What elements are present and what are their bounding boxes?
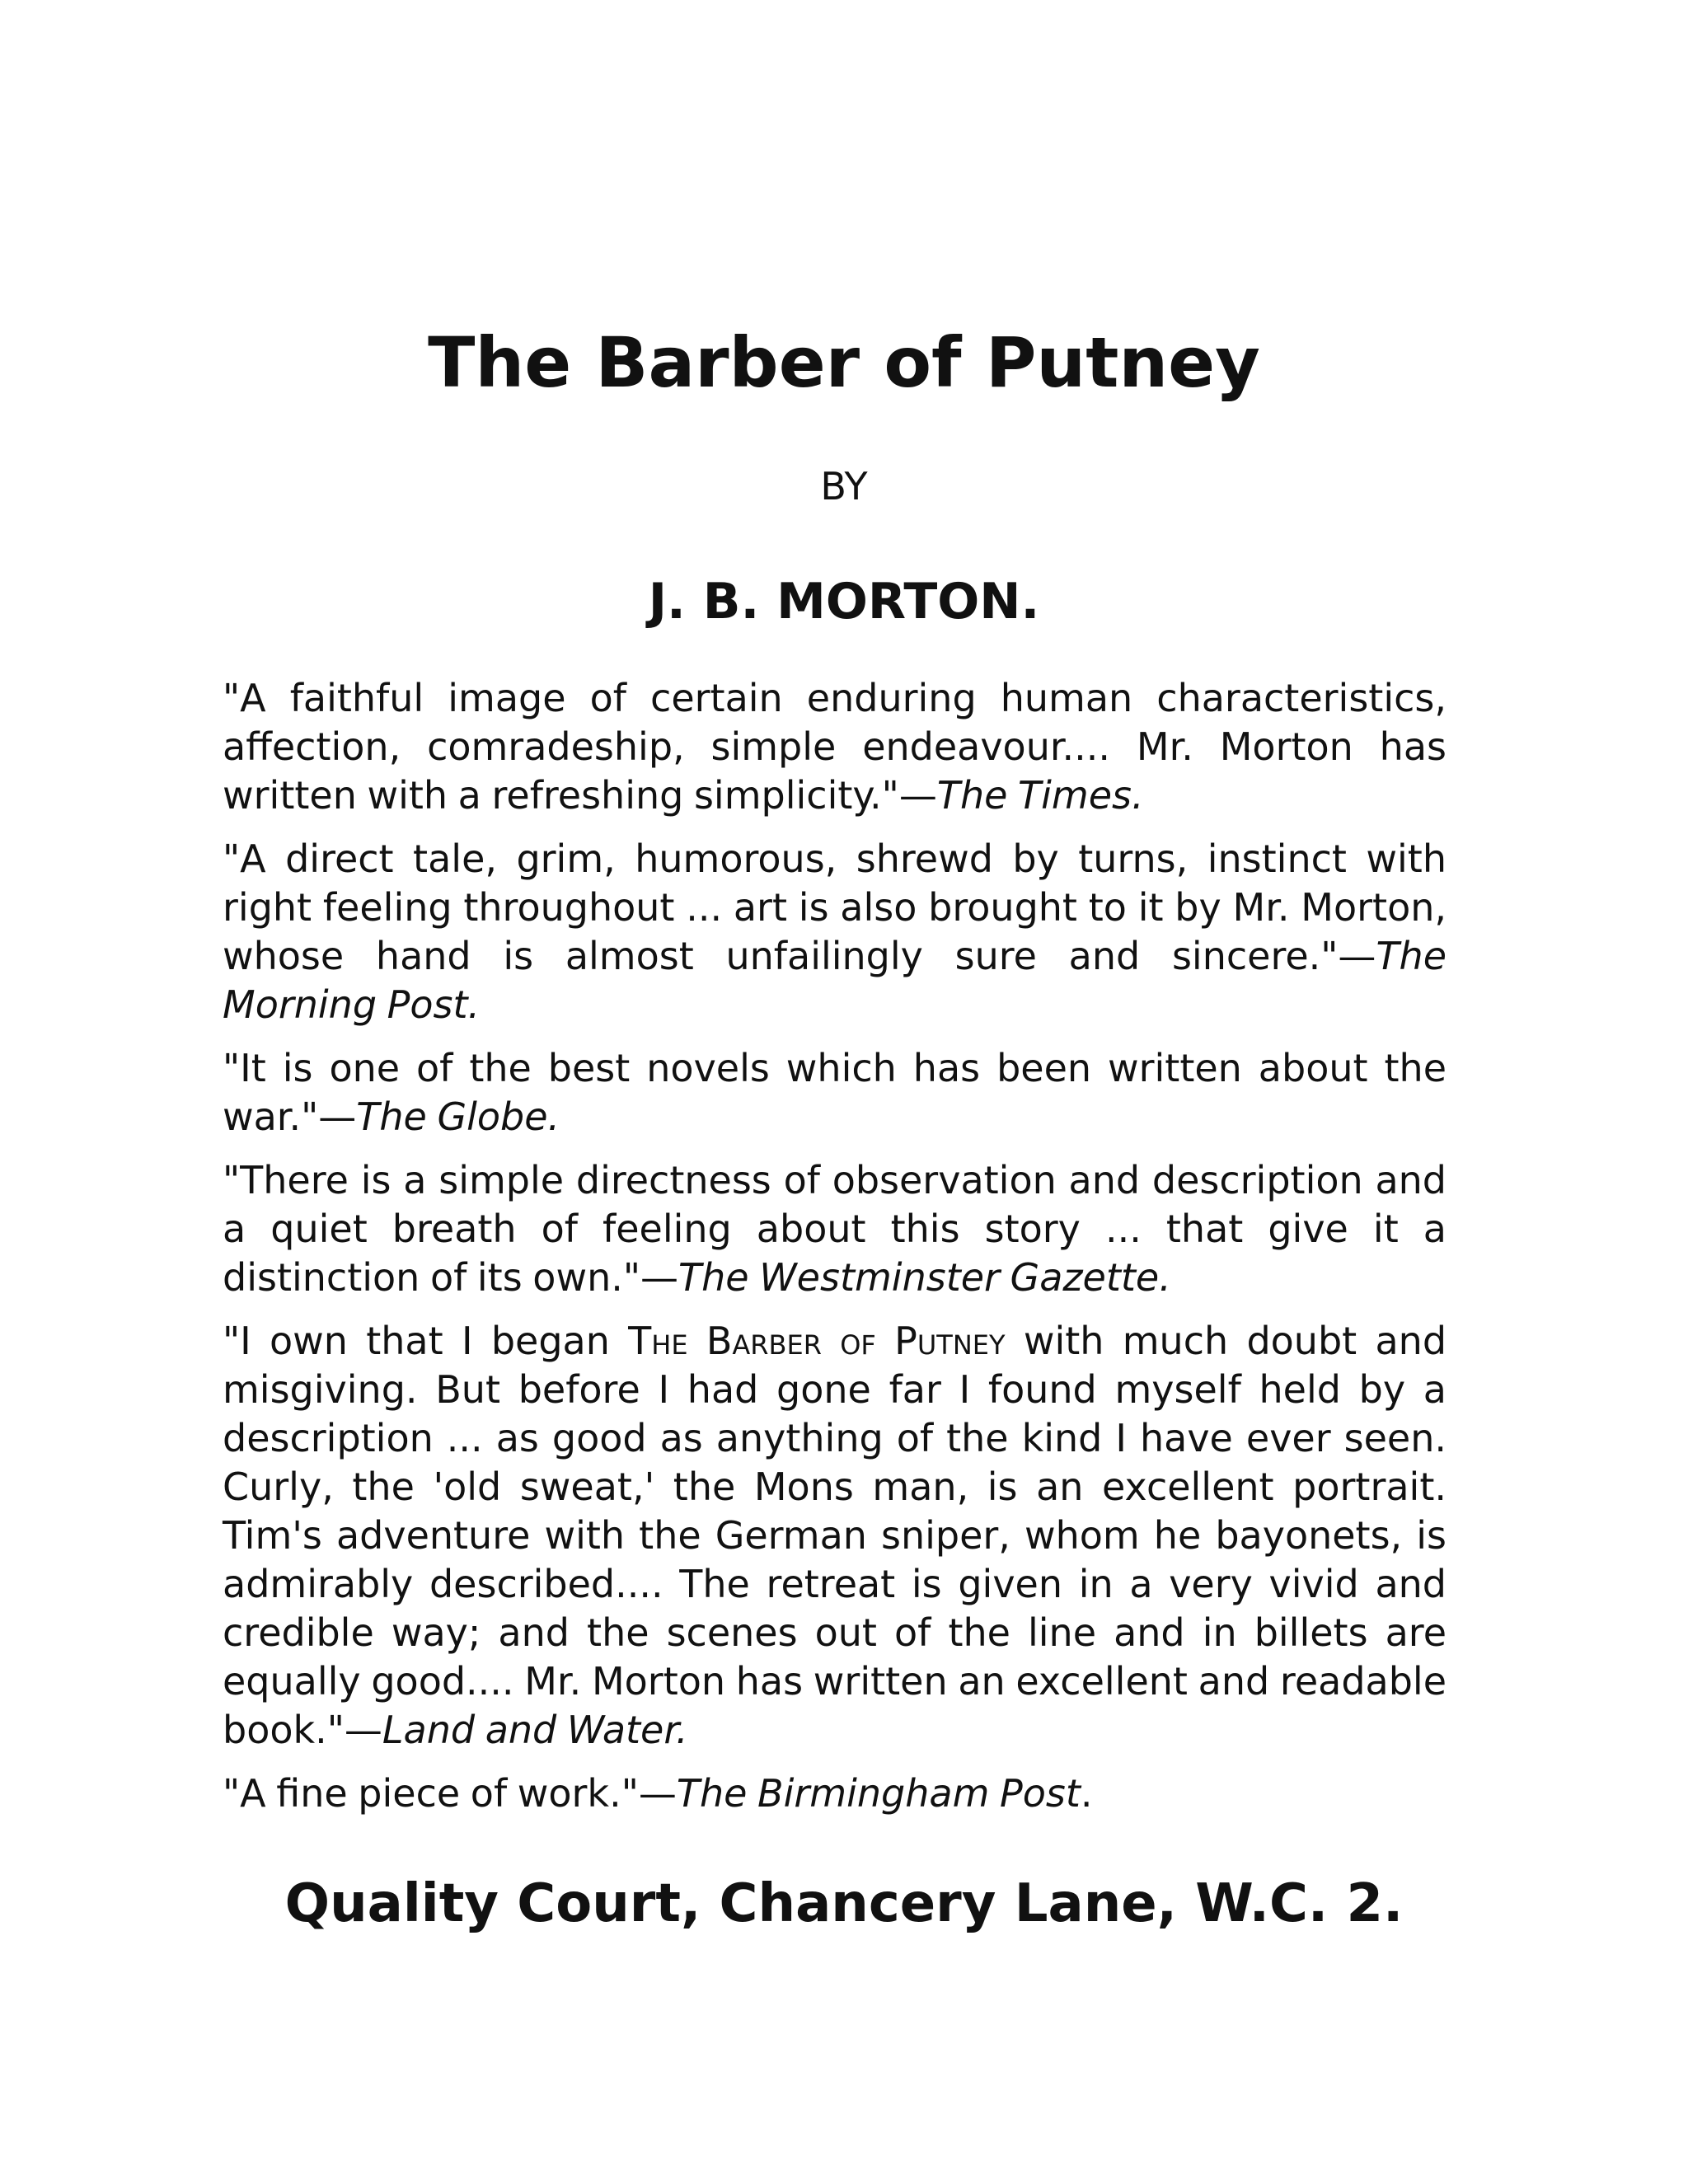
review-quote: "A fine piece of work."— — [223, 1771, 677, 1816]
review-quote-start: "I own that I began — [223, 1319, 629, 1363]
book-title: The Barber of Putney — [428, 322, 1260, 403]
review-source: Land and Water. — [382, 1708, 688, 1752]
review-source: The Westminster Gazette. — [678, 1255, 1171, 1300]
by-label: BY — [820, 464, 868, 509]
press-reviews — [223, 674, 1447, 1833]
review-quote: "It is one of the best novels which has been written about the war."— — [223, 1046, 1447, 1139]
review-morning-post — [223, 835, 1447, 1029]
review-source: The Times. — [936, 773, 1144, 818]
review-quote: "There is a simple directness of observation and description and a quiet breath of feeling about this story ... that give it a distinction of its own."— — [223, 1158, 1447, 1300]
review-the-globe — [223, 1044, 1447, 1141]
review-source: The Globe. — [356, 1094, 560, 1139]
review-source: The Morning Post. — [223, 934, 1447, 1027]
review-land-and-water — [223, 1317, 1447, 1755]
review-source: The Birmingham Post — [676, 1771, 1081, 1816]
review-quote-end: with much doubt and misgiving. But before I had gone far I found myself held by a description ... as good as anything of the kind I have ever seen. Curly, the 'old sweat,' the Mons man, is an excellent portrait. Tim's adventure with the German sniper, whom he bayonets, is admirably described.... The retreat is given in a very vivid and credible way; and the scenes out of the line and in billets are equally good.... Mr. Morton has written an excellent and readable book."— — [223, 1319, 1447, 1752]
review-westminster-gazette — [223, 1156, 1447, 1302]
review-quote: "A direct tale, grim, humorous, shrewd by turns, instinct with right feeling throughout ... art is also brought to it by Mr. Morton, whose hand is almost unfailingly sure and sincere."— — [223, 837, 1447, 978]
review-quote: "A faithful image of certain enduring human characteristics, affection, comradeship, simple endeavour.... Mr. Morton has written with a refreshing simplicity."— — [223, 676, 1447, 818]
review-the-times — [223, 674, 1447, 820]
author-name: J. B. MORTON. — [648, 573, 1040, 630]
publisher-address: Quality Court, Chancery Lane, W.C. 2. — [284, 1873, 1404, 1934]
review-birmingham-post — [223, 1769, 1447, 1818]
review-trailing-period: . — [1080, 1771, 1093, 1816]
review-book-title: The Barber of Putney — [628, 1319, 1006, 1363]
